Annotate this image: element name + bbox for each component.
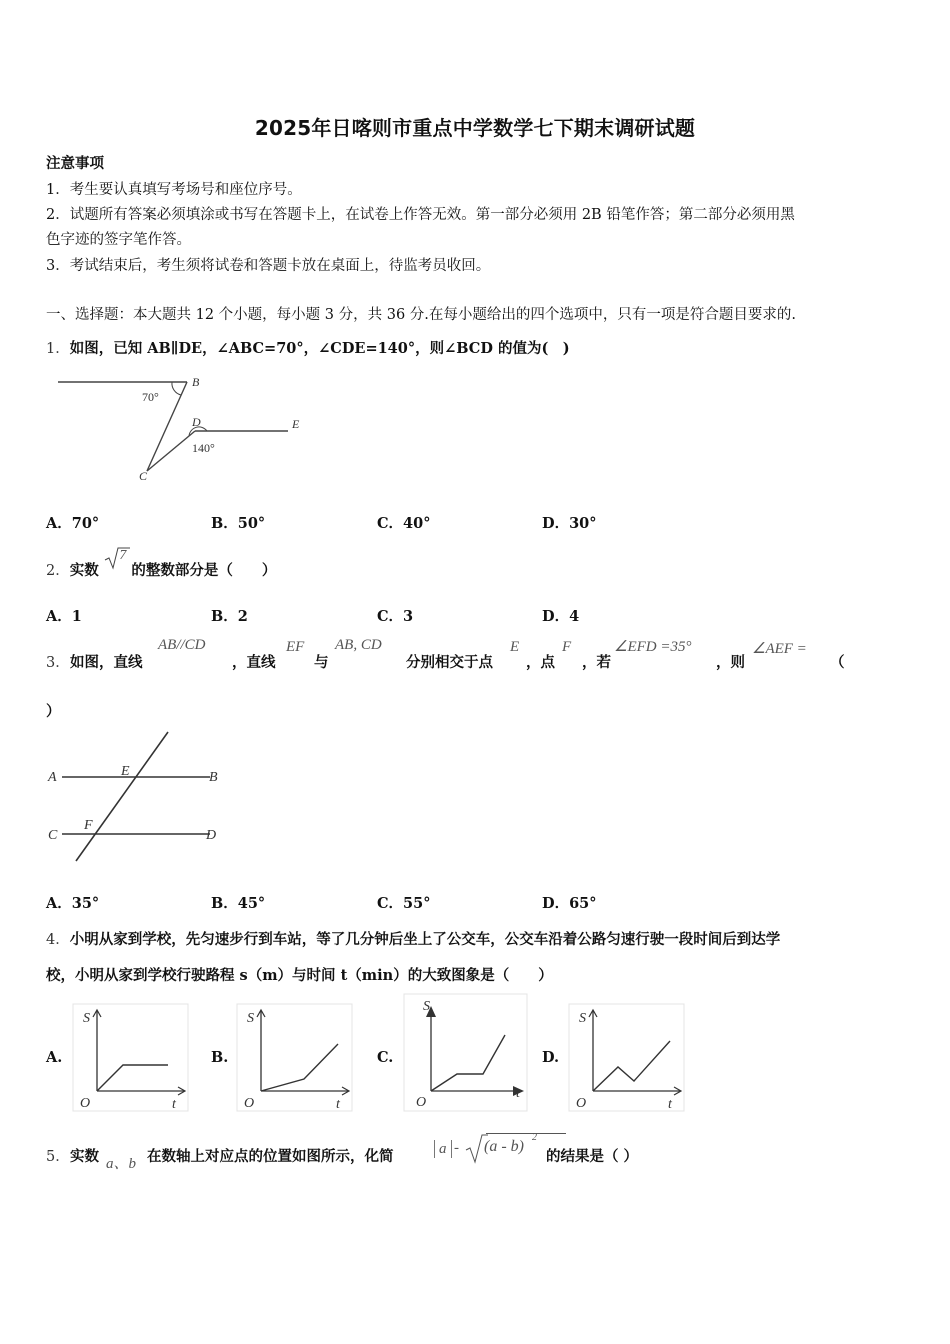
- notice-item: 3．考试结束后，考生须将试卷和答题卡放在桌面上，待监考员收回。: [46, 258, 491, 274]
- question-text: 与: [314, 654, 329, 671]
- notice-item: 2．试题所有答案必须填涂或书写在答题卡上，在试卷上作答无效。第一部分必须用 2B 铅笔作答；第二部分必须用黑: [46, 207, 795, 223]
- question-2: [46, 548, 277, 580]
- option-a: A.: [46, 1049, 63, 1066]
- math-expr: a、b: [106, 1156, 137, 1172]
- option-b: B.: [211, 1049, 229, 1066]
- axis-label-s: S: [247, 1011, 254, 1026]
- graph-b: [236, 1003, 354, 1113]
- notice-item: 色字迹的签字笔作答。: [46, 232, 191, 248]
- question-text: ）: [46, 703, 61, 720]
- axis-label-s: S: [579, 1011, 586, 1026]
- axis-label-t: t: [668, 1097, 672, 1112]
- point-label: A: [48, 770, 57, 785]
- option-d: D．65°: [542, 895, 597, 912]
- math-expr: AB//CD: [158, 637, 206, 653]
- math-expr: ∠AEF =: [752, 641, 807, 657]
- question-text: （: [830, 654, 845, 671]
- angle-label: 70°: [142, 390, 159, 404]
- minus-sign: -: [454, 1140, 459, 1156]
- option-b: B．45°: [211, 895, 266, 912]
- notice-heading: 注意事项: [46, 155, 104, 172]
- math-expr: ∠EFD =35°: [614, 639, 692, 655]
- origin-label: O: [416, 1095, 427, 1110]
- question-number: 2．: [46, 563, 70, 579]
- q3-figure: [44, 728, 244, 864]
- question-text: 实数: [70, 1148, 99, 1165]
- question-text: 如图，已知 AB∥DE，∠ABC=70°，∠CDE=140°，则∠BCD 的值为( ): [69, 340, 570, 357]
- question-text: 校，小明从家到学校行驶路程 s（m）与时间 t（min）的大致图象是（ ）: [46, 967, 553, 984]
- question-text: 小明从家到学校，先匀速步行到车站，等了几分钟后坐上了公交车，公交车沿着公路匀速行驶一段时间后到达学: [69, 931, 781, 948]
- option-a: A．70°: [46, 515, 100, 532]
- axis-label-s: S: [423, 999, 430, 1014]
- section-heading: 一、选择题：本大题共 12 个小题，每小题 3 分，共 36 分.在每小题给出的四个选项中，只有一项是符合题目要求的.: [46, 307, 796, 323]
- option-d: D.: [542, 1049, 560, 1066]
- question-number: 1．: [46, 341, 70, 357]
- question-text: 的整数部分是（ ）: [131, 562, 277, 579]
- point-label: E: [292, 417, 300, 431]
- question-text: ，若: [582, 654, 611, 671]
- math-expr: AB, CD: [335, 637, 382, 653]
- question-text: 如图，直线: [70, 654, 143, 671]
- option-a: A．1: [46, 608, 82, 625]
- graph-c: [403, 993, 529, 1113]
- graph-d: [568, 1003, 686, 1113]
- question-text: ，则: [716, 654, 745, 671]
- option-d: D．30°: [542, 515, 597, 532]
- option-a: A．35°: [46, 895, 100, 912]
- axis-label-t: t: [516, 1086, 520, 1101]
- option-c: C．40°: [377, 515, 431, 532]
- question-text: 的结果是（ ）: [546, 1148, 639, 1165]
- question-text: ，点: [526, 654, 555, 671]
- point-label: F: [84, 818, 93, 833]
- math-expr: EF: [286, 639, 305, 655]
- question-text: 分别相交于点: [406, 654, 493, 671]
- point-label: B: [192, 375, 200, 389]
- math-expr: (a - b): [484, 1138, 524, 1155]
- question-3: [46, 637, 926, 677]
- point-label: E: [121, 764, 130, 779]
- option-b: B．50°: [211, 515, 266, 532]
- radical-sign: [103, 546, 131, 572]
- axis-label-t: t: [172, 1097, 176, 1112]
- point-label: D: [206, 828, 217, 843]
- question-4: [46, 928, 780, 949]
- option-c: C.: [377, 1049, 394, 1066]
- exponent: 2: [532, 1132, 537, 1143]
- question-5: [46, 1132, 746, 1172]
- math-expr: F: [562, 639, 572, 655]
- page-title: 2025年日喀则市重点中学数学七下期末调研试题: [254, 116, 696, 140]
- sqrt-7: [103, 548, 131, 578]
- axis-label-t: t: [336, 1097, 340, 1112]
- option-b: B．2: [211, 608, 248, 625]
- axis-label-s: S: [83, 1011, 90, 1026]
- q1-figure: [50, 368, 320, 488]
- question-text: ，直线: [232, 654, 276, 671]
- point-label: D: [192, 415, 201, 429]
- notice-item: 1．考生要认真填写考场号和座位序号。: [46, 182, 302, 198]
- graph-a: [72, 1003, 190, 1113]
- abs-a: a: [434, 1140, 452, 1158]
- option-c: C．3: [377, 608, 414, 625]
- radicand: 7: [119, 548, 127, 563]
- question-text: 实数: [69, 562, 99, 579]
- question-number: 5．: [46, 1149, 70, 1165]
- option-d: D．4: [542, 608, 580, 625]
- point-label: C: [139, 469, 148, 483]
- question-text: 在数轴上对应点的位置如图所示，化简: [147, 1148, 394, 1165]
- question-1: [46, 337, 570, 358]
- point-label: C: [48, 828, 58, 843]
- math-expr: E: [510, 639, 520, 655]
- angle-label: 140°: [192, 441, 215, 455]
- origin-label: O: [576, 1096, 587, 1111]
- option-c: C．55°: [377, 895, 431, 912]
- question-number: 3．: [46, 655, 70, 671]
- radical-bar: [486, 1133, 566, 1134]
- origin-label: O: [80, 1096, 91, 1111]
- question-number: 4．: [46, 932, 70, 948]
- origin-label: O: [244, 1096, 255, 1111]
- point-label: B: [209, 770, 218, 785]
